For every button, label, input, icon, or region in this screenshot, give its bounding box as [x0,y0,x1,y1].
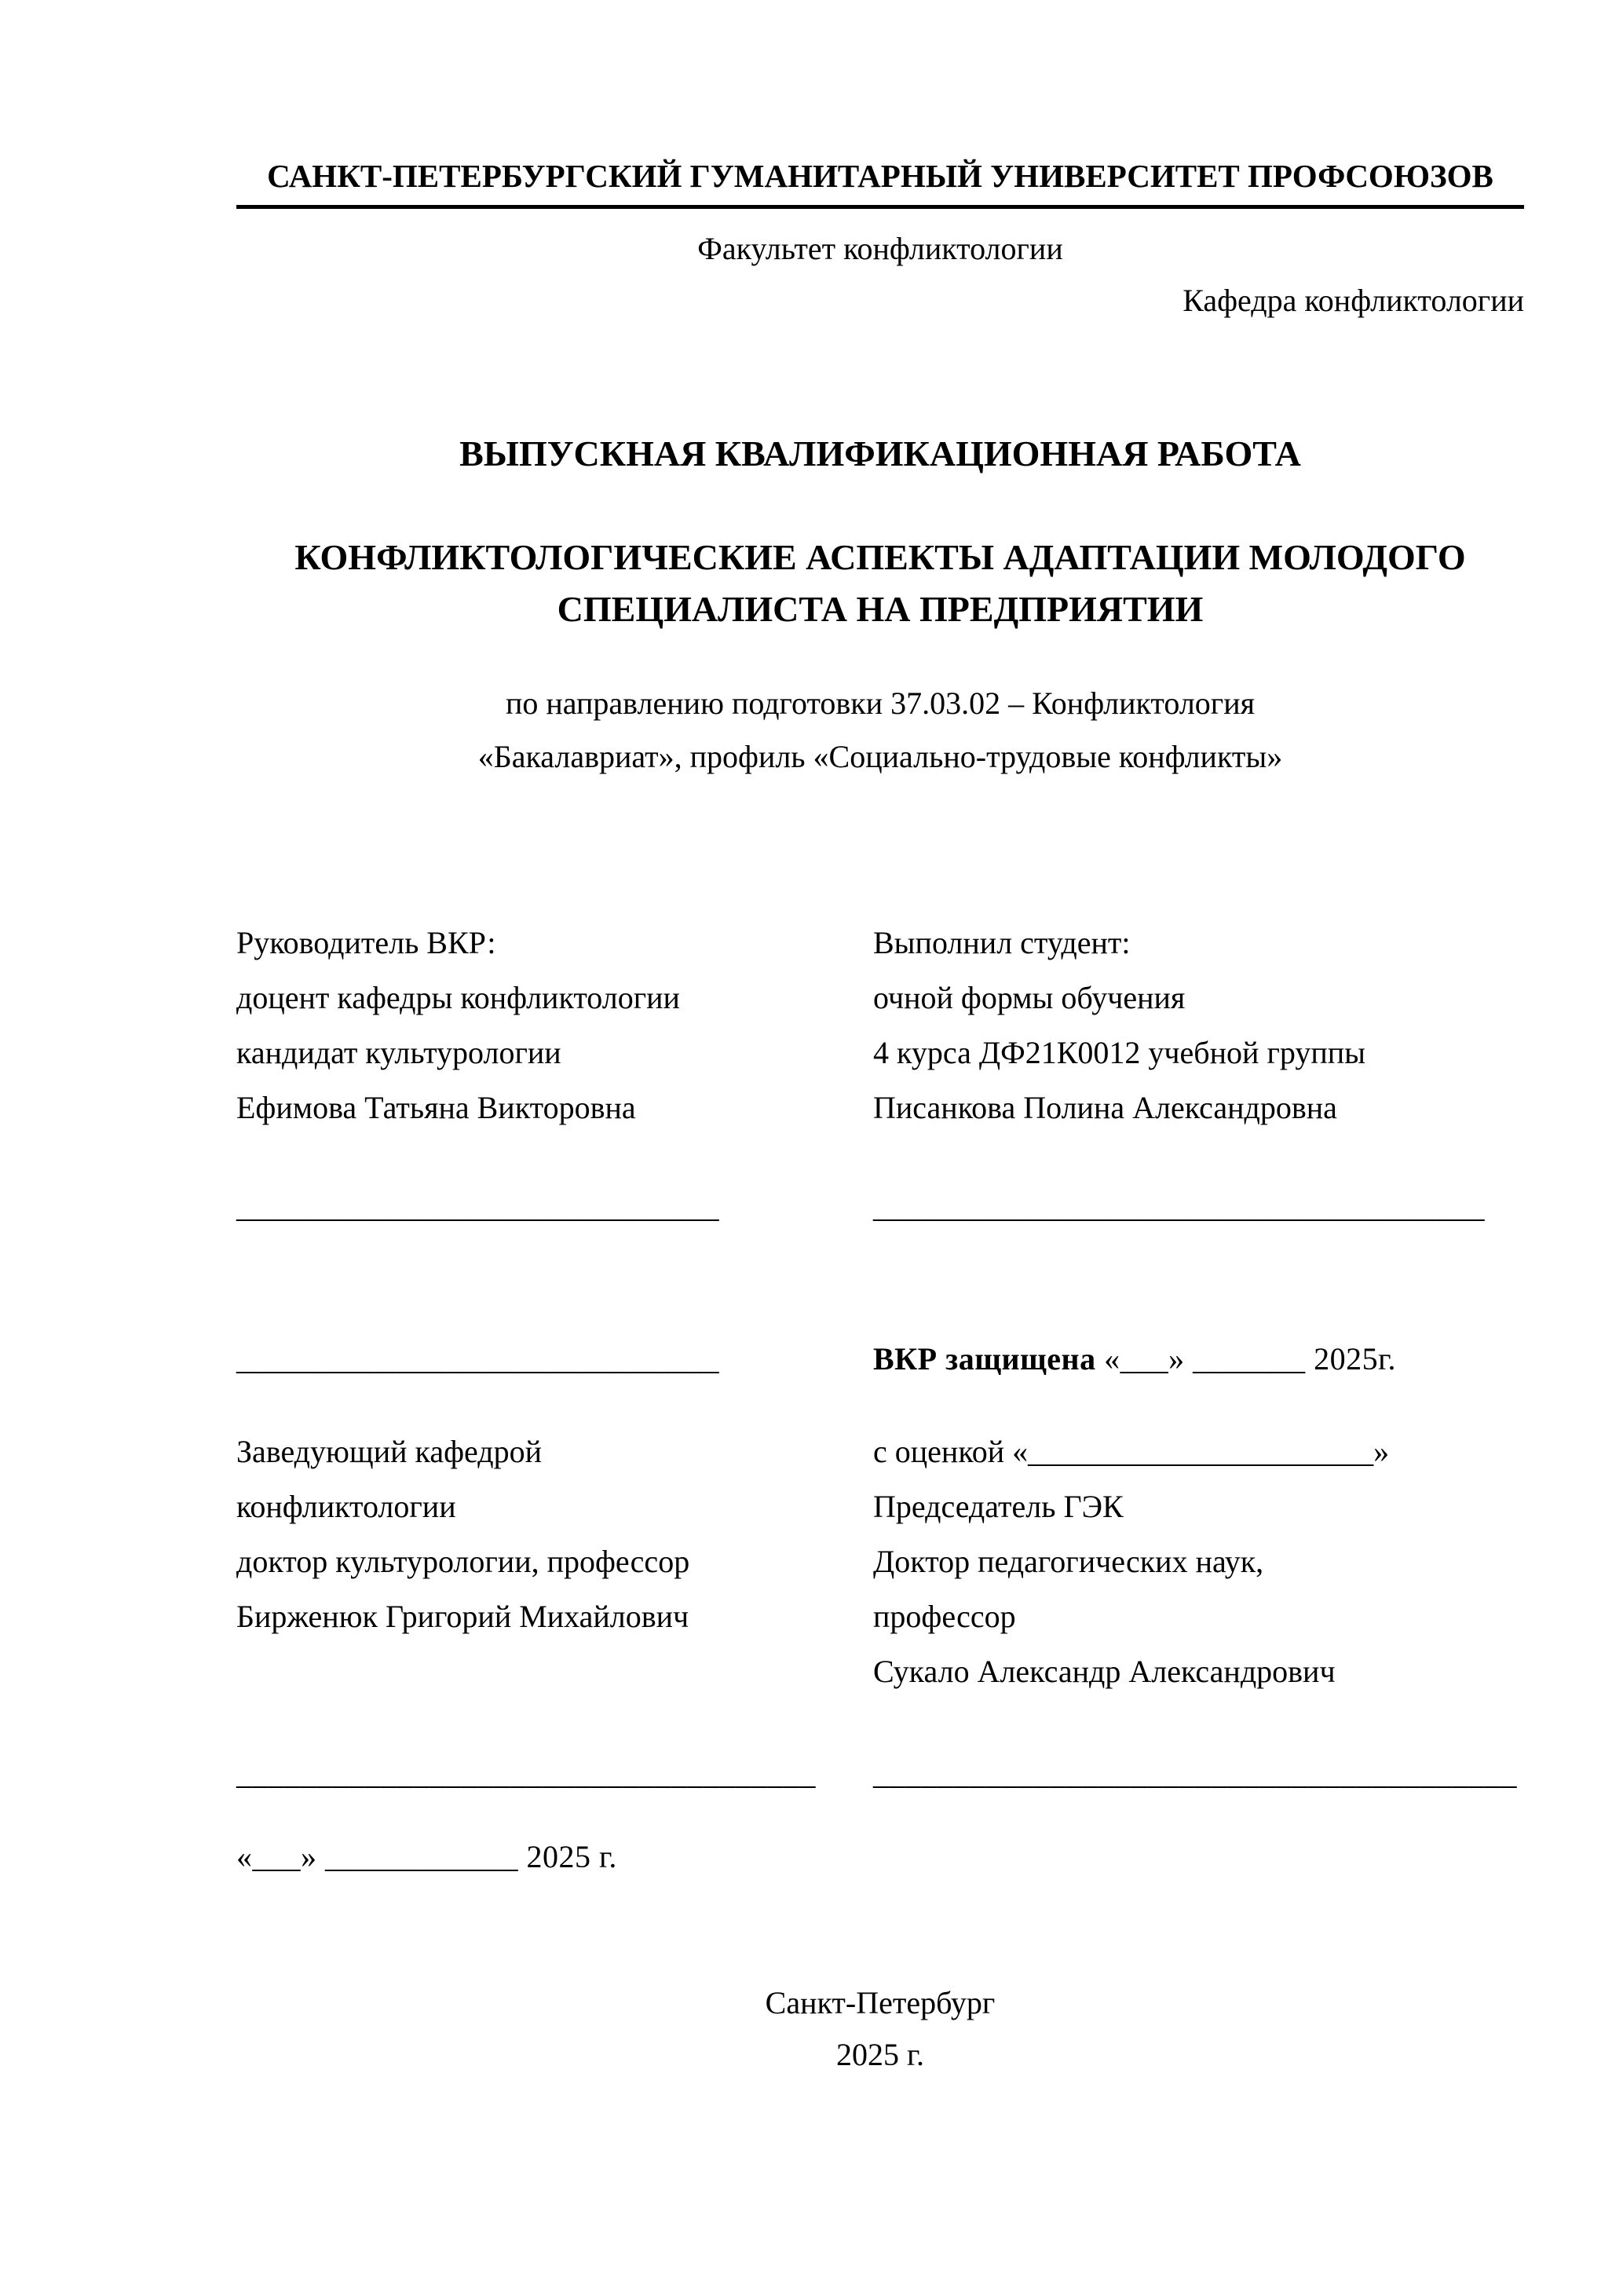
thesis-title-line-2: СПЕЦИАЛИСТА НА ПРЕДПРИЯТИИ [557,589,1204,630]
signature-row-1 [236,1179,1524,1234]
committee-chair-signature-line: ________________________________________ [873,1755,1517,1791]
degree-program-line-2: «Бакалавриат», профиль «Социально-трудовые конфликты» [477,738,1283,774]
supervisor-position: доцент кафедры конфликтологии [236,979,680,1015]
head-committee-block [236,1424,1524,1699]
year-line: 2025 г. [836,2036,924,2072]
department-line: Кафедра конфликтологии [1183,283,1524,319]
grade-line: с оценкой «______________________» [873,1433,1390,1469]
student-column [873,916,1524,1135]
degree-program-line-1: по направлению подготовки 37.03.02 – Конфликтология [505,685,1256,721]
defense-statement-label: ВКР защищена [873,1340,1096,1377]
department-head-signature-line: ____________________________________ [236,1755,816,1791]
department-head-role-line-1: Заведующий кафедрой [236,1433,543,1469]
department-head-name: Бирженюк Григорий Михайлович [236,1598,689,1634]
faculty-line: Факультет конфликтологии [697,231,1063,267]
supervisor-student-block [236,916,1524,1135]
city-line: Санкт-Петербург [765,1984,996,2020]
student-name: Писанкова Полина Александровна [873,1089,1337,1125]
defense-statement [873,1332,1524,1387]
signature-row-2 [236,1746,1524,1801]
date-row [236,1830,1524,1885]
work-type-heading: ВЫПУСКНАЯ КВАЛИФИКАЦИОННАЯ РАБОТА [459,433,1301,474]
defense-row [236,1332,1524,1387]
department-head-column [236,1424,873,1644]
degree-program [236,677,1524,784]
department-head-degree: доктор культурологии, профессор [236,1543,690,1579]
city-year-block [236,1977,1524,2081]
student-study-form: очной формы обучения [873,979,1186,1015]
committee-chair-label: Председатель ГЭК [873,1488,1124,1524]
committee-chair-degree: Доктор педагогических наук, [873,1543,1264,1579]
thesis-title-line-1: КОНФЛИКТОЛОГИЧЕСКИЕ АСПЕКТЫ АДАПТАЦИИ МОЛОДОГО [294,536,1466,577]
committee-column [873,1424,1524,1699]
supervisor-role-label: Руководитель ВКР: [236,924,496,960]
student-role-label: Выполнил студент: [873,924,1131,960]
thesis-title [236,532,1524,636]
department-head-signature-line-upper: ______________________________ [236,1340,719,1377]
committee-chair-name: Сукало Александр Александрович [873,1653,1336,1689]
student-group: 4 курса ДФ21К0012 учебной группы [873,1034,1366,1070]
student-signature-line: ______________________________________ [873,1188,1485,1224]
supervisor-name: Ефимова Татьяна Викторовна [236,1089,636,1125]
defense-statement-date: «___» _______ 2025г. [1095,1340,1396,1377]
date-blank-line: «___» ____________ 2025 г. [236,1838,617,1874]
committee-chair-title: профессор [873,1598,1016,1634]
department-head-role-line-2: конфликтологии [236,1488,456,1524]
supervisor-degree: кандидат культурологии [236,1034,561,1070]
university-name: САНКТ-ПЕТЕРБУРГСКИЙ ГУМАНИТАРНЫЙ УНИВЕРСИТЕТ ПРОФСОЮЗОВ [236,157,1524,209]
supervisor-signature-line: ______________________________ [236,1188,719,1224]
supervisor-column [236,916,873,1135]
